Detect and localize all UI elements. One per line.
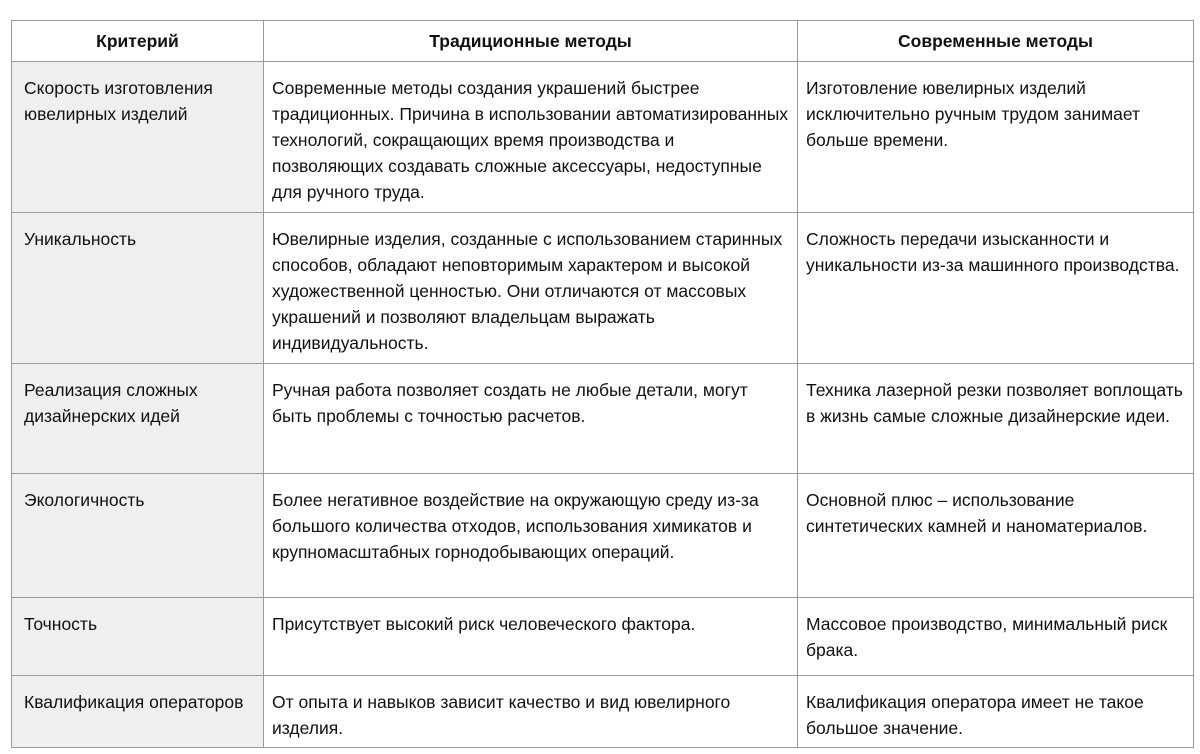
cell-modern: Основной плюс – использование синтетических камней и наноматериалов. (798, 474, 1194, 598)
cell-modern: Квалификация оператора имеет не такое большое значение. (798, 676, 1194, 748)
cell-traditional: Ювелирные изделия, созданные с использованием старинных способов, обладают неповторимым характером и высокой художественной ценностью. Они отличаются от массовых украшений и позволяют владельцам выражать индивидуальность. (264, 213, 798, 364)
header-modern: Современные методы (798, 21, 1194, 62)
cell-modern: Массовое производство, минимальный риск брака. (798, 598, 1194, 676)
cell-modern: Техника лазерной резки позволяет воплощать в жизнь самые сложные дизайнерские идеи. (798, 364, 1194, 474)
cell-traditional: Ручная работа позволяет создать не любые детали, могут быть проблемы с точностью расчетов. (264, 364, 798, 474)
cell-criterion: Скорость изготовления ювелирных изделий (12, 62, 264, 213)
table-row (12, 364, 1194, 474)
table-row (12, 676, 1194, 748)
cell-criterion: Точность (12, 598, 264, 676)
table-row (12, 474, 1194, 598)
header-criterion: Критерий (12, 21, 264, 62)
table-row (12, 213, 1194, 364)
table-row (12, 62, 1194, 213)
cell-criterion: Реализация сложных дизайнерских идей (12, 364, 264, 474)
cell-criterion: Квалификация операторов (12, 676, 264, 748)
cell-traditional: Присутствует высокий риск человеческого фактора. (264, 598, 798, 676)
header-traditional: Традиционные методы (264, 21, 798, 62)
table-header-row (12, 21, 1194, 62)
cell-traditional: От опыта и навыков зависит качество и вид ювелирного изделия. (264, 676, 798, 748)
cell-traditional: Более негативное воздействие на окружающую среду из-за большого количества отходов, использования химикатов и крупномасштабных горнодобывающих операций. (264, 474, 798, 598)
cell-modern: Сложность передачи изысканности и уникальности из-за машинного производства. (798, 213, 1194, 364)
cell-modern: Изготовление ювелирных изделий исключительно ручным трудом занимает больше времени. (798, 62, 1194, 213)
cell-criterion: Уникальность (12, 213, 264, 364)
comparison-table (11, 20, 1194, 748)
cell-traditional: Современные методы создания украшений быстрее традиционных. Причина в использовании автоматизированных технологий, сокращающих время производства и позволяющих создавать сложные аксессуары, недоступные для ручного труда. (264, 62, 798, 213)
cell-criterion: Экологичность (12, 474, 264, 598)
table-row (12, 598, 1194, 676)
